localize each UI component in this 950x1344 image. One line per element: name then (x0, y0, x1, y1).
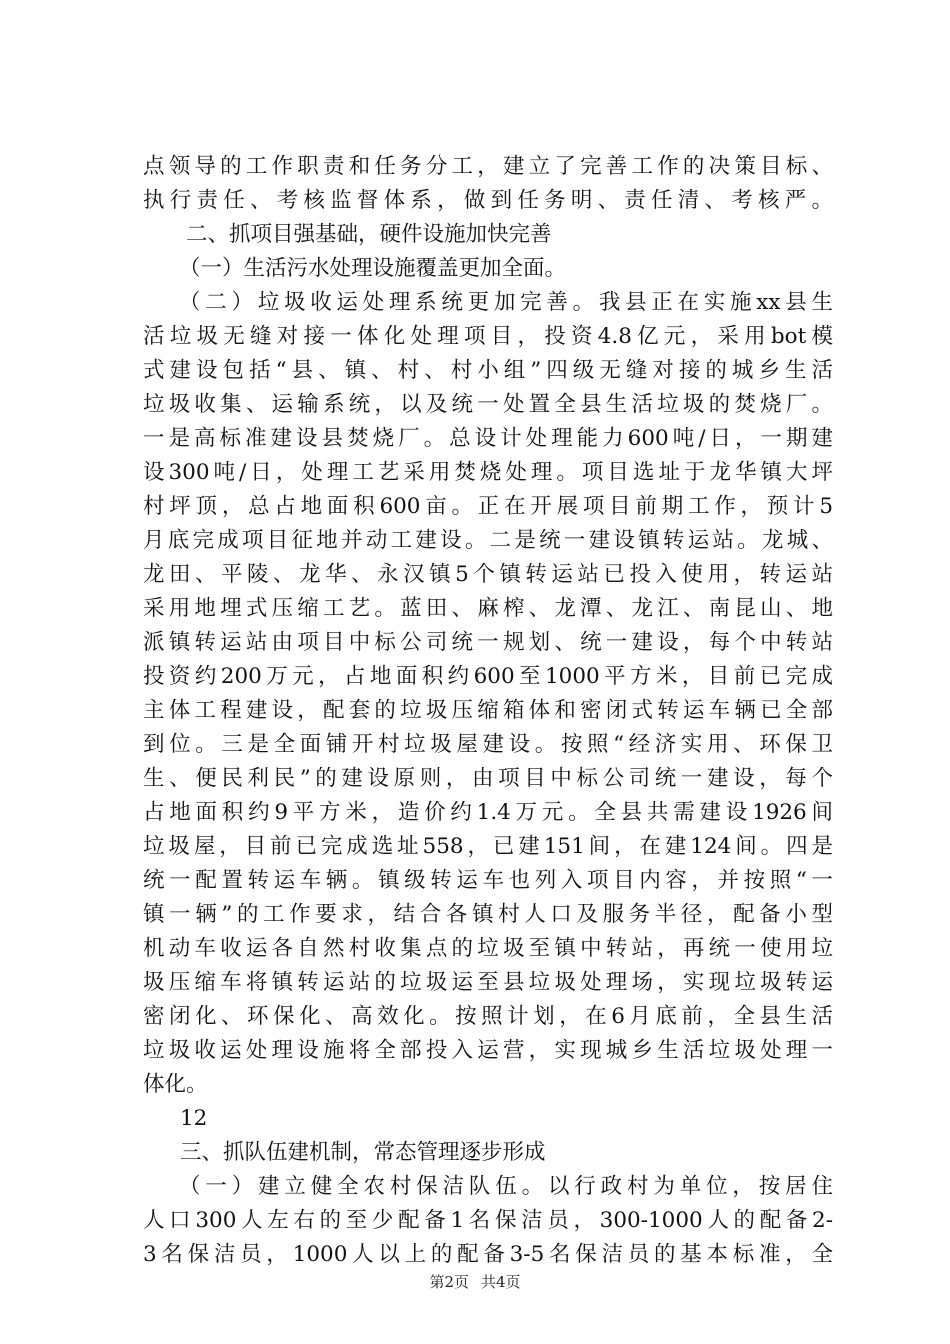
text-line: 一是高标准建设县焚烧厂。总设计处理能力600吨/日，一期建 (143, 426, 833, 451)
text-line: 执行责任、考核监督体系，做到任务明、责任清、考核严。 (143, 188, 833, 213)
text-line: 点领导的工作职责和任务分工，建立了完善工作的决策目标、 (143, 154, 833, 179)
text-line: 龙田、平陵、龙华、永汉镇5个镇转运站已投入使用，转运站 (143, 562, 833, 587)
text-line: 圾压缩车将镇转运站的垃圾运至县垃圾处理场，实现垃圾转运 (143, 970, 833, 995)
text-line: 生、便民利民”的建设原则，由项目中标公司统一建设，每个 (143, 766, 833, 791)
text-line: 3名保洁员，1000人以上的配备3-5名保洁员的基本标准，全 (143, 1242, 833, 1267)
text-line: 设300吨/日，处理工艺采用焚烧处理。项目选址于龙华镇大坪 (143, 460, 833, 485)
text-line: 式建设包括“县、镇、村、村小组”四级无缝对接的城乡生活 (143, 358, 833, 383)
document-body (143, 150, 833, 1272)
text-line: 到位。三是全面铺开村垃圾屋建设。按照“经济实用、环保卫 (143, 732, 833, 757)
text-line: 月底完成项目征地并动工建设。二是统一建设镇转运站。龙城、 (143, 528, 833, 553)
text-line: 垃圾收集、运输系统，以及统一处置全县生活垃圾的焚烧厂。 (143, 392, 833, 417)
page-footer (0, 1272, 950, 1292)
text-line: 统一配置转运车辆。镇级转运车也列入项目内容，并按照“一 (143, 868, 833, 893)
section-heading: 三、抓队伍建机制，常态管理逐步形成 (180, 1140, 546, 1165)
text-line: 镇一辆”的工作要求，结合各镇村人口及服务半径，配备小型 (143, 902, 833, 927)
text-line: 机动车收运各自然村收集点的垃圾至镇中转站，再统一使用垃 (143, 936, 833, 961)
paragraph-first-line: （一）建立健全农村保洁队伍。以行政村为单位，按居住 (179, 1174, 833, 1199)
text-line: 占地面积约9平方米，造价约1.4万元。全县共需建设1926间 (143, 800, 833, 825)
page-indicator: 第2页 (429, 1273, 469, 1291)
page-number-marker: 12 (180, 1106, 208, 1131)
text-line: 垃圾收运处理设施将全部投入运营，实现城乡生活垃圾处理一 (143, 1038, 833, 1063)
text-line: 投资约200万元，占地面积约600至1000平方米，目前已完成 (143, 664, 833, 689)
text-line: 派镇转运站由项目中标公司统一规划、统一建设，每个中转站 (143, 630, 833, 655)
text-line: 主体工程建设，配套的垃圾压缩箱体和密闭式转运车辆已全部 (143, 698, 833, 723)
text-line-last: 体化。 (143, 1072, 208, 1097)
text-line: 垃圾屋，目前已完成选址558，已建151间，在建124间。四是 (143, 834, 833, 859)
text-line: 活垃圾无缝对接一体化处理项目，投资4.8亿元，采用bot模 (143, 324, 833, 349)
section-heading: 二、抓项目强基础，硬件设施加快完善 (186, 222, 552, 247)
text-line: 村坪顶，总占地面积600亩。正在开展项目前期工作，预计5 (143, 494, 833, 519)
text-line: 采用地埋式压缩工艺。蓝田、麻榨、龙潭、龙江、南昆山、地 (143, 596, 833, 621)
text-line: 密闭化、环保化、高效化。按照计划，在6月底前，全县生活 (143, 1004, 833, 1029)
page-total: 共4页 (481, 1273, 521, 1291)
subsection-heading: （一）生活污水处理设施覆盖更加全面。 (179, 256, 567, 281)
paragraph-first-line: （二）垃圾收运处理系统更加完善。我县正在实施xx县生 (179, 290, 833, 315)
text-line: 人口300人左右的至少配备1名保洁员，300-1000人的配备2- (143, 1208, 833, 1233)
